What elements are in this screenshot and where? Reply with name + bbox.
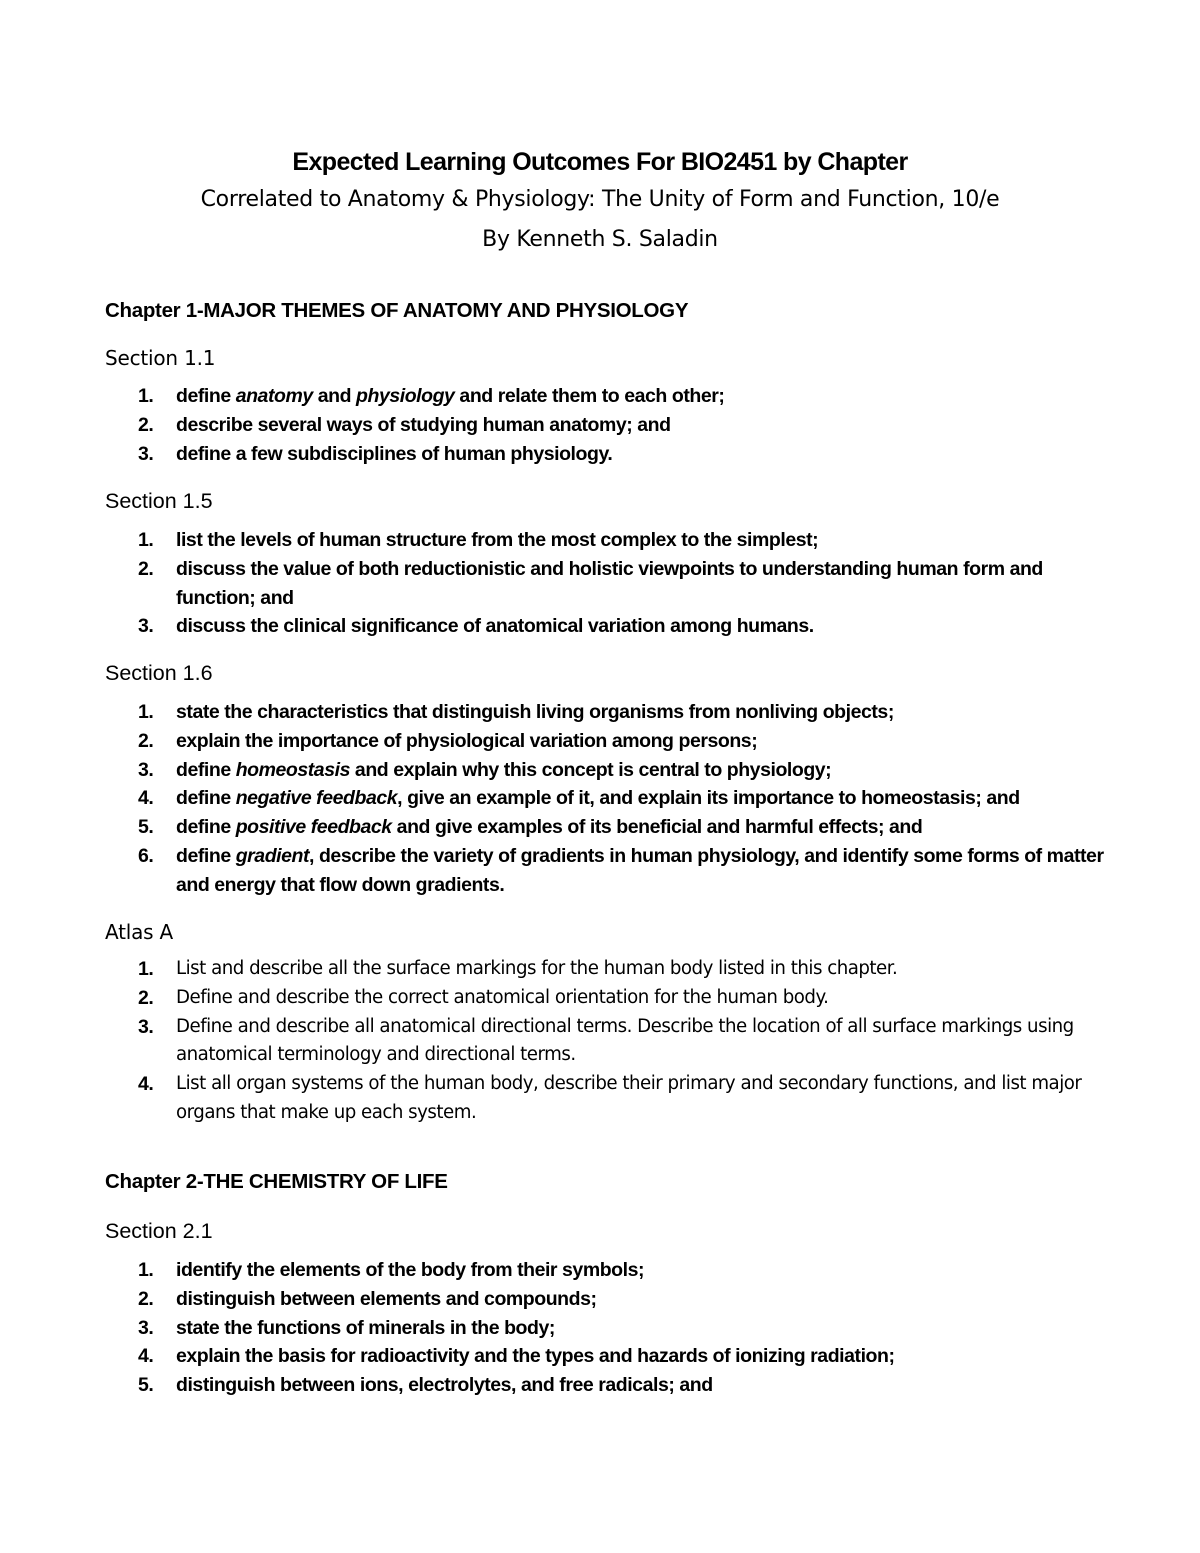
item-text: and explain why this concept is central to physiology;: [349, 758, 832, 781]
list-item: [138, 842, 1108, 900]
item-number: 2.: [138, 557, 154, 580]
list-item: [138, 1371, 1108, 1400]
item-number: 4.: [138, 1073, 154, 1096]
item-text: discuss the value of both reductionistic and holistic viewpoints to understanding human form and function; and: [176, 557, 1043, 609]
item-text: Define and describe all anatomical directional terms. Describe the location of all surface markings using anatomical terminology and directional terms.: [176, 1015, 1074, 1066]
item-text: and give examples of its beneficial and harmful effects; and: [391, 816, 923, 839]
item-text: , describe the variety of gradients in human physiology, and identify some forms of matter and energy that flow down gradients.: [176, 844, 1104, 896]
item-term: homeostasis: [235, 758, 350, 781]
item-text: list the levels of human structure from the most complex to the simplest;: [176, 529, 819, 551]
document-subtitle: Correlated to Anatomy & Physiology: The Unity of Form and Function, 10/e: [200, 187, 1000, 212]
list-item: [138, 698, 1108, 727]
item-number: 4.: [138, 1345, 154, 1368]
item-number: 3.: [138, 758, 154, 781]
item-text: and relate them to each other;: [454, 385, 725, 407]
section-1-1-list: [138, 382, 1108, 468]
item-number: 1.: [138, 701, 154, 723]
document-author: By Kenneth S. Saladin: [482, 227, 718, 252]
item-text: distinguish between ions, electrolytes, and free radicals; and: [176, 1374, 713, 1397]
item-number: 2.: [138, 729, 154, 752]
item-number: 4.: [138, 787, 154, 810]
section-2-1-list: [138, 1256, 1108, 1400]
list-item: [138, 984, 1108, 1013]
list-item: [138, 1314, 1108, 1343]
list-item: [138, 612, 1108, 641]
list-item: [138, 727, 1108, 756]
chapter-2-heading: Chapter 2-THE CHEMISTRY OF LIFE: [105, 1170, 448, 1193]
list-item: [138, 955, 1108, 984]
item-text: describe several ways of studying human anatomy; and: [176, 413, 671, 436]
item-text: and: [312, 385, 357, 407]
item-term: gradient: [235, 844, 310, 867]
section-1-6-heading: Section 1.6: [105, 661, 213, 685]
item-number: 1.: [138, 1259, 154, 1281]
list-item: [138, 1342, 1108, 1371]
item-term: anatomy: [235, 385, 313, 407]
item-number: 2.: [138, 1287, 154, 1310]
list-item: [138, 1285, 1108, 1314]
list-item: [138, 784, 1108, 813]
section-1-6-list: [138, 698, 1108, 900]
item-text: define: [176, 844, 236, 867]
item-text: explain the importance of physiological variation among persons;: [176, 729, 758, 752]
list-item: [138, 813, 1108, 842]
list-item: [138, 1013, 1108, 1071]
chapter-1-heading: Chapter 1-MAJOR THEMES OF ANATOMY AND PHYSIOLOGY: [105, 299, 689, 322]
item-number: 2.: [138, 986, 154, 1009]
item-text: identify the elements of the body from their symbols;: [176, 1259, 645, 1281]
item-text: discuss the clinical significance of anatomical variation among humans.: [176, 615, 814, 638]
item-text: define: [176, 787, 236, 810]
section-1-5-list: [138, 526, 1108, 641]
item-number: 3.: [138, 1316, 154, 1339]
item-number: 2.: [138, 413, 154, 436]
item-number: 5.: [138, 816, 154, 839]
item-text: Define and describe the correct anatomical orientation for the human body.: [176, 986, 829, 1008]
list-item: [138, 440, 1108, 469]
list-item: [138, 1256, 1108, 1285]
atlas-a-heading: Atlas A: [105, 920, 174, 944]
item-number: 5.: [138, 1374, 154, 1397]
item-text: define: [176, 816, 236, 839]
list-item: [138, 1070, 1108, 1128]
item-text: state the functions of minerals in the body;: [176, 1316, 555, 1339]
item-number: 6.: [138, 844, 154, 867]
list-item: [138, 411, 1108, 440]
section-1-1-heading: Section 1.1: [105, 346, 216, 370]
item-term: physiology: [356, 385, 455, 407]
item-text: state the characteristics that distinguish living organisms from nonliving objects;: [176, 701, 894, 723]
item-text: List and describe all the surface markings for the human body listed in this chapter.: [176, 958, 898, 979]
item-term: negative feedback: [235, 787, 398, 810]
list-item: [138, 382, 1108, 411]
item-number: 1.: [138, 529, 154, 551]
list-item: [138, 526, 1108, 555]
item-term: positive feedback: [235, 816, 392, 839]
item-number: 3.: [138, 615, 154, 638]
item-text: define: [176, 758, 236, 781]
item-text: , give an example of it, and explain its importance to homeostasis; and: [397, 787, 1020, 810]
item-number: 1.: [138, 385, 154, 407]
item-text: define: [176, 385, 236, 407]
document-title: Expected Learning Outcomes For BIO2451 by Chapter: [292, 148, 908, 176]
item-text: explain the basis for radioactivity and the types and hazards of ionizing radiation;: [176, 1345, 895, 1368]
item-number: 3.: [138, 1015, 154, 1038]
item-text: List all organ systems of the human body, describe their primary and secondary functions, and list major organs that make up each system.: [176, 1073, 1082, 1123]
item-number: 1.: [138, 958, 154, 980]
item-number: 3.: [138, 442, 154, 465]
atlas-a-list: [138, 955, 1108, 1128]
section-2-1-heading: Section 2.1: [105, 1219, 213, 1243]
section-1-5-heading: Section 1.5: [105, 489, 213, 513]
list-item: [138, 756, 1108, 785]
item-text: distinguish between elements and compounds;: [176, 1287, 597, 1310]
item-text: define a few subdisciplines of human physiology.: [176, 442, 613, 465]
list-item: [138, 555, 1108, 613]
